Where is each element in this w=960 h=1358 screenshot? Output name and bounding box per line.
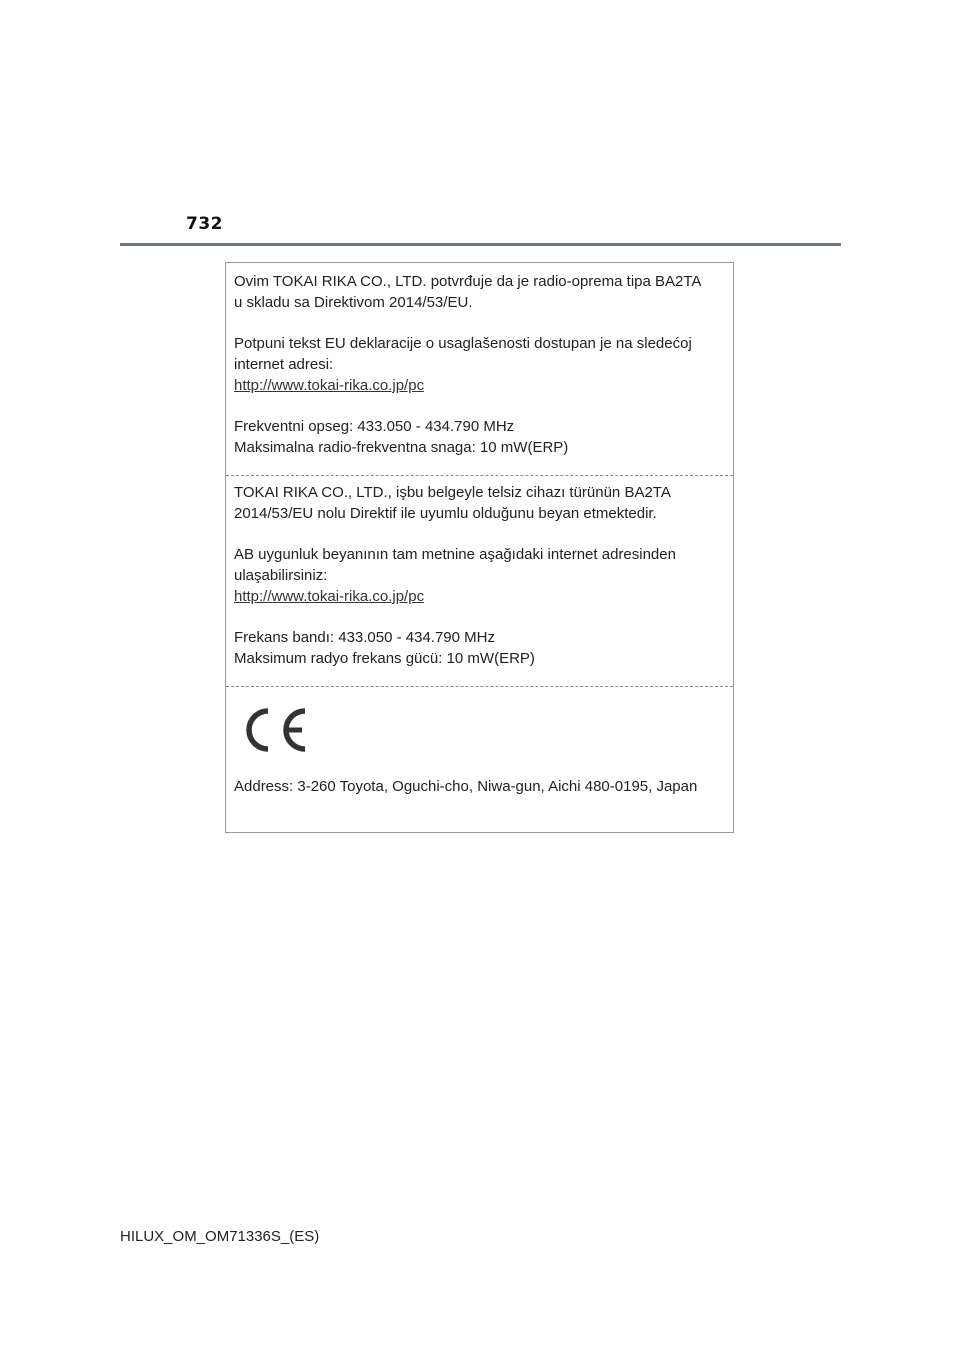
turkish-statement-line1: TOKAI RIKA CO., LTD., işbu belgeyle telsiz cihazı türünün BA2TA: [234, 484, 671, 501]
manufacturer-address: Address: 3-260 Toyota, Oguchi-cho, Niwa-gun, Aichi 480-0195, Japan: [234, 778, 698, 795]
turkish-availability-line1: AB uygunluk beyanının tam metnine aşağıdaki internet adresinden: [234, 546, 676, 563]
header-rule: [120, 243, 841, 246]
declaration-box: [225, 262, 734, 833]
turkish-frequency-band: Frekans bandı: 433.050 - 434.790 MHz: [234, 629, 495, 646]
serbian-declaration: [226, 263, 733, 475]
serbian-frequency-band: Frekventni opseg: 433.050 - 434.790 MHz: [234, 418, 515, 435]
page-footer: HILUX_OM_OM71336S_(ES): [120, 1228, 320, 1245]
serbian-statement-line2: u skladu sa Direktivom 2014/53/EU.: [234, 294, 473, 311]
turkish-frequency-info: [234, 627, 725, 669]
serbian-declaration-link[interactable]: http://www.tokai-rika.co.jp/pc: [234, 377, 425, 394]
turkish-max-power: Maksimum radyo frekans gücü: 10 mW(ERP): [234, 650, 535, 667]
serbian-availability-line1: Potpuni tekst EU deklaracije o usaglašenosti dostupan je na sledećoj: [234, 335, 692, 352]
serbian-availability: [234, 333, 725, 396]
turkish-statement: [234, 482, 725, 524]
ce-mark-icon: [240, 705, 310, 755]
serbian-max-power: Maksimalna radio-frekventna snaga: 10 mW(ERP): [234, 439, 569, 456]
turkish-declaration-link[interactable]: http://www.tokai-rika.co.jp/pc: [234, 588, 425, 605]
serbian-availability-line2: internet adresi:: [234, 356, 334, 373]
serbian-frequency-info: [234, 416, 725, 458]
page-number: 732: [186, 214, 223, 234]
turkish-availability: [234, 544, 725, 607]
serbian-statement: [234, 271, 725, 313]
turkish-declaration: [226, 476, 733, 686]
turkish-availability-line2: ulaşabilirsiniz:: [234, 567, 328, 584]
address-section: [226, 687, 733, 832]
serbian-statement-line1: Ovim TOKAI RIKA CO., LTD. potvrđuje da je radio-oprema tipa BA2TA: [234, 273, 702, 290]
turkish-statement-line2: 2014/53/EU nolu Direktif ile uyumlu olduğunu beyan etmektedir.: [234, 505, 657, 522]
